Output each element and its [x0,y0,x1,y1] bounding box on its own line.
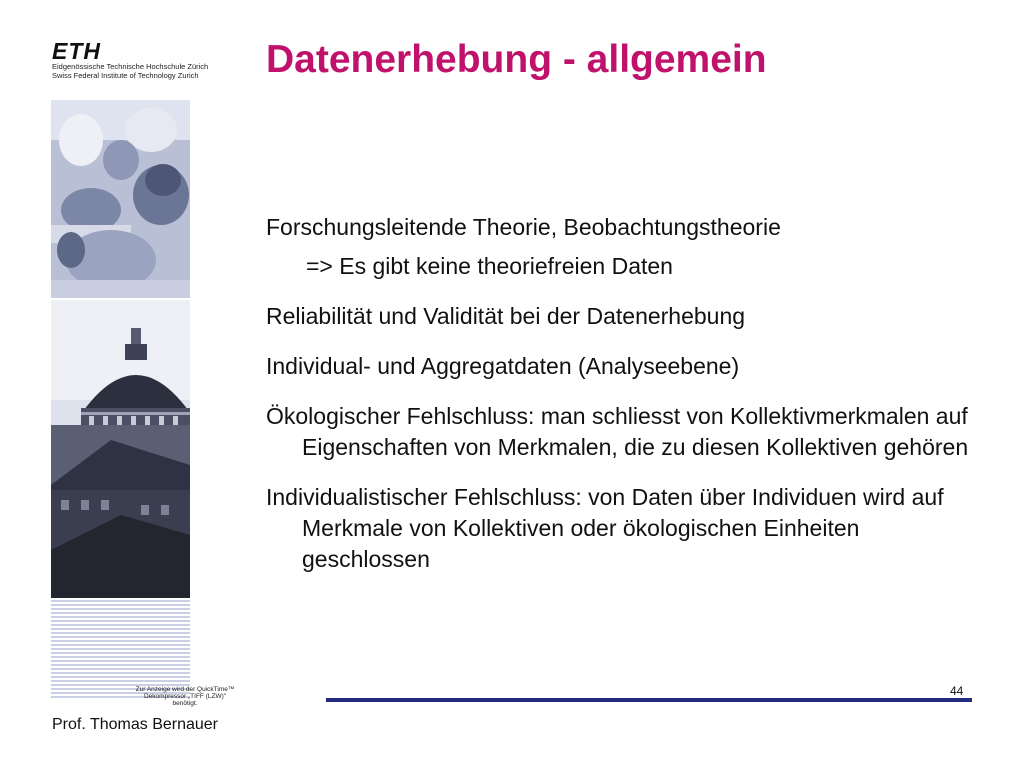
quicktime-placeholder-note [110,686,260,707]
list-item: Individual- und Aggregatdaten (Analyseebene) [266,353,740,379]
slide-title: Datenerhebung - allgemein [266,38,767,81]
quicktime-note-line: benötigt. [172,700,198,707]
list-item: Reliabilität und Validität bei der Datenerhebung [266,303,746,329]
eth-logo [52,38,209,80]
decorative-stripes [51,600,190,700]
list-item: Ökologischer Fehlschluss: man schliesst von Kollektivmerkmalen auf Eigenschaften von Merkmalen, die zu diesen Kollektiven gehören [266,403,969,460]
quicktime-note-line: Zur Anzeige wird der QuickTime™ [135,686,235,693]
side-image-strip [51,100,190,700]
list-item-sub: => Es gibt keine theoriefreien Daten [306,253,673,279]
eth-logo-line-en: Swiss Federal Institute of Technology Zurich [52,71,199,80]
list-item: Forschungsleitende Theorie, Beobachtungstheorie [266,214,781,240]
list-item: Individualistischer Fehlschluss: von Daten über Individuen wird auf Merkmale von Kollektiven oder ökologischen Einheiten geschlossen [266,484,944,572]
students-photo [51,100,190,298]
eth-dome-photo [51,300,190,598]
bullet-list [266,212,986,594]
quicktime-note-line: Dekompressor „TIFF (LZW)" [143,693,227,700]
author-name: Prof. Thomas Bernauer [52,716,219,733]
footer-rule [326,698,972,702]
eth-logo-mark: ETH [52,38,101,64]
page-number: 44 [950,684,964,698]
eth-logo-line-de: Eidgenössische Technische Hochschule Zürich [52,62,209,71]
